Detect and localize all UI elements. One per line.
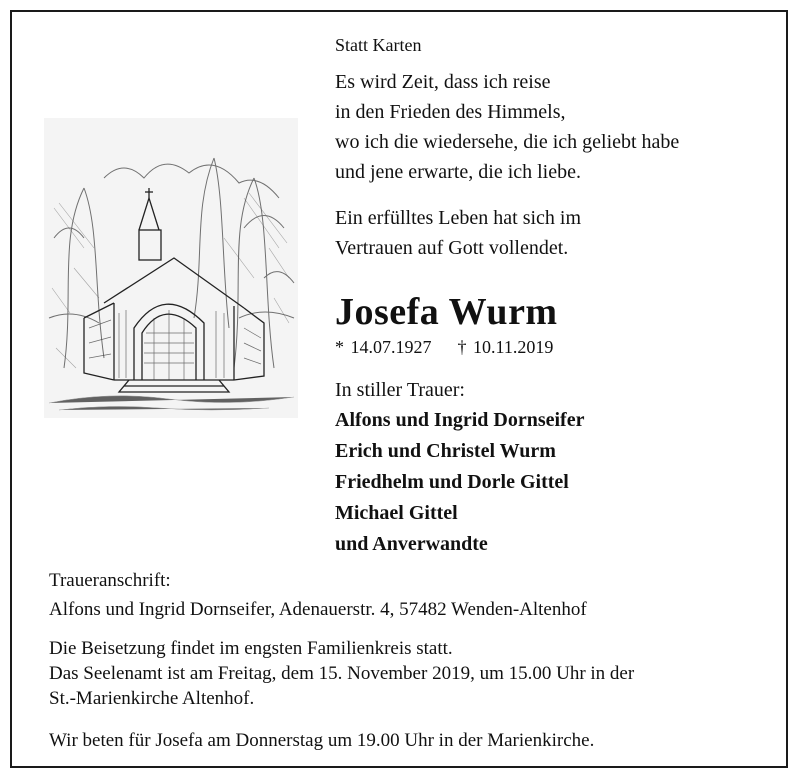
faith-text xyxy=(335,203,581,263)
address-label: Traueranschrift: xyxy=(49,570,171,591)
poem-line: Es wird Zeit, dass ich reise xyxy=(335,71,551,93)
prayer-info: Wir beten für Josefa am Donnerstag um 19.00 Uhr in der Marienkirche. xyxy=(49,730,595,751)
mourning-address xyxy=(49,566,587,624)
poem xyxy=(335,67,679,187)
mourner-name: Michael Gittel xyxy=(335,502,458,524)
mourners-block xyxy=(335,375,584,560)
death-date: † 10.11.2019 xyxy=(457,337,554,357)
life-dates xyxy=(335,336,553,358)
mourners-intro: In stiller Trauer: xyxy=(335,379,465,401)
service-info xyxy=(49,636,634,711)
mourner-name: Alfons und Ingrid Dornseifer xyxy=(335,409,585,431)
address-value: Alfons und Ingrid Dornseifer, Adenauerstr. 4, 57482 Wenden-Altenhof xyxy=(49,599,587,620)
statt-karten-label: Statt Karten xyxy=(335,35,422,55)
mourner-name: und Anverwandte xyxy=(335,533,488,555)
birth-date: * 14.07.1927 xyxy=(335,337,432,357)
deceased-name: Josefa Wurm xyxy=(335,291,558,333)
chapel-sketch-icon xyxy=(44,118,298,418)
service-line: Das Seelenamt ist am Freitag, dem 15. November 2019, um 15.00 Uhr in der xyxy=(49,663,635,684)
poem-line: und jene erwarte, die ich liebe. xyxy=(335,161,581,183)
service-line: St.-Marienkirche Altenhof. xyxy=(49,688,255,709)
mourner-name: Erich und Christel Wurm xyxy=(335,440,556,462)
poem-line: wo ich die wiedersehe, die ich geliebt habe xyxy=(335,131,680,153)
service-line: Die Beisetzung findet im engsten Familienkreis statt. xyxy=(49,638,453,659)
faith-line: Ein erfülltes Leben hat sich im xyxy=(335,207,582,229)
faith-line: Vertrauen auf Gott vollendet. xyxy=(335,237,569,259)
mourner-name: Friedhelm und Dorle Gittel xyxy=(335,471,569,493)
poem-line: in den Frieden des Himmels, xyxy=(335,101,566,123)
